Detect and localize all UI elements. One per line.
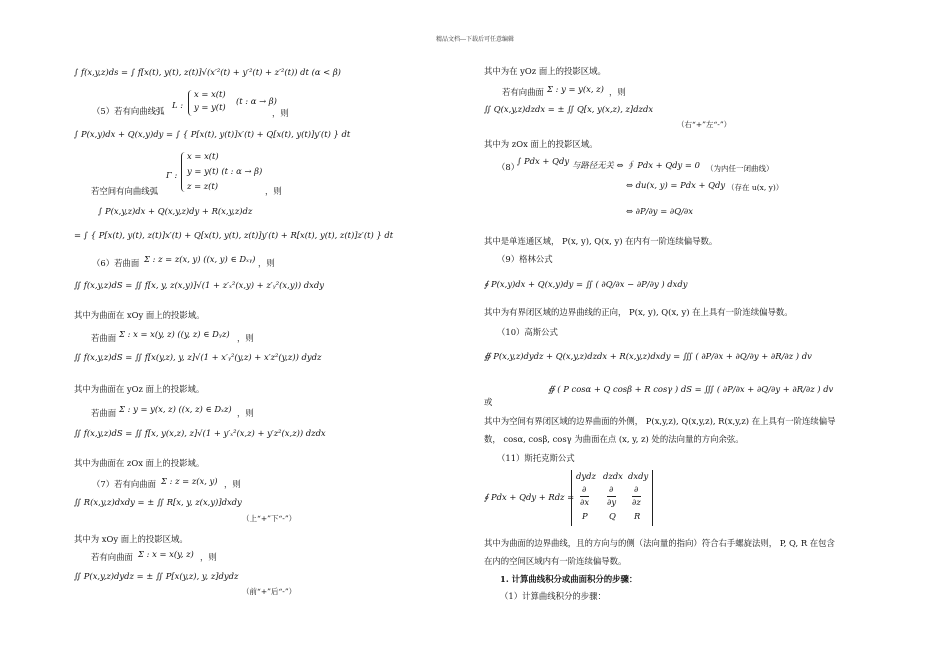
stokes-condition-2: 在内的空间区域内有一阶连续偏导数。	[484, 556, 627, 566]
item-8-label: （8）	[497, 162, 520, 172]
stokes-condition-1: 其中为曲面的边界曲线，且的方向与的侧（法向量的指向）符合右手螺旋法则， P, Q, R 在包含	[484, 538, 835, 548]
det-cell: ∂	[582, 484, 587, 494]
surface-integral-x-formula: ∬ f(x,y,z)dS = ∬ f[x(y,z), y, z]√(1 + x′ᵧ²(y,z) + x′z²(y,z)) dydz	[74, 352, 322, 362]
path-integral-expr: ∫ Pdx + Qdy	[517, 156, 570, 166]
curve-gamma-x: x = x(t)	[187, 151, 219, 161]
proj-zox-text: 其中为曲面在 zOx 面上的投影域。	[74, 458, 205, 468]
det-cell: dydz	[576, 471, 596, 481]
flux-dzdx-formula: ∬ Q(x,y,z)dzdx = ± ∬ Q[x, y(x,z), z]dzdx	[484, 104, 654, 114]
surface-integral-z-formula: ∬ f(x,y,z)dS = ∬ f[x, y, z(x,y)]√(1 + z′ₓ²(x,y) + z′ᵧ²(x,y)) dxdy	[74, 280, 324, 290]
space-curve-integral-lhs: ∫ P(x,y,z)dx + Q(x,y,z)dy + R(x,y,z)dz	[98, 206, 253, 216]
path-independent-note2: （存在 u(x, y)）	[727, 183, 784, 192]
item-7-label: （7）若有向曲面	[92, 479, 156, 489]
curve-L-symbol: L :	[172, 100, 184, 110]
surface-integral-y-formula: ∬ f(x,y,z)dS = ∬ f[x, y(x,z), z]√(1 + y′ₓ²(x,z) + y′z²(x,z)) dzdx	[74, 428, 326, 438]
green-formula: ∮ P(x,y)dx + Q(x,y)dy = ∬ ( ∂Q/∂x − ∂P/∂y ) dxdy	[484, 279, 688, 289]
item-11-label: （11）斯托克斯公式	[497, 453, 575, 463]
curve-L-x: x = x(t)	[194, 89, 226, 99]
flux-dxdy-formula: ∬ R(x,y,z)dxdy = ± ∬ R[x, y, z(x,y)]dxdy	[74, 497, 242, 507]
r-proj-zox-text: 其中为 zOx 面上的投影区域。	[484, 139, 598, 149]
oriented-surface-x-then: ，则	[200, 552, 217, 562]
det-cell: ∂	[609, 484, 614, 494]
simply-connected-text: 其中是单连通区域， P(x, y), Q(x, y) 在内有一阶连续偏导数。	[484, 236, 718, 246]
item-6-label: （6）若曲面	[92, 258, 140, 268]
det-cell: R	[634, 511, 641, 521]
det-cell: ∂z	[632, 497, 641, 507]
space-curve-then: ，则	[265, 186, 282, 196]
r-proj-yoz-text: 其中为在 yOz 面上的投影区域。	[484, 66, 606, 76]
flux-dydz-note: （前“+”后“-”）	[242, 587, 297, 596]
det-cell: dzdx	[603, 471, 623, 481]
curve-gamma-brace	[181, 152, 186, 192]
det-cell: Q	[609, 511, 616, 521]
item-5-label: （5）若有向曲线弧	[92, 106, 165, 116]
flux-dzdx-note: （右“+”左“-”）	[677, 120, 732, 129]
curve-L-brace	[188, 90, 193, 116]
proj-yoz-text: 其中为曲面在 yOz 面上的投影域。	[74, 384, 205, 394]
gauss-condition-2: 数， cosα, cosβ, cosγ 为曲面在点 (x, y, z) 处的法向量的方向余弦。	[484, 434, 744, 444]
gauss-formula-1: ∯ P(x,y,z)dydz + Q(x,y,z)dzdx + R(x,y,z)dxdy = ∭ ( ∂P/∂x + ∂Q/∂y + ∂R/∂z ) dv	[484, 351, 812, 361]
path-independent-cond1: 与路径无关 ⇔ ∮ Pdx + Qdy = 0	[572, 160, 700, 170]
curve-gamma-z: z = z(t)	[187, 181, 219, 191]
curve-L-y: y = y(t)	[194, 102, 226, 112]
det-cell: dxdy	[628, 471, 649, 481]
arc-length-formula: ∫ f(x,y,z)ds = ∫ f[x(t), y(t), z(t)]√(x′²(t) + y′²(t) + z′²(t)) dt (α < β)	[74, 67, 341, 77]
path-independent-cond2: ⇔ du(x, y) = Pdx + Qdy	[626, 180, 726, 190]
item-9-label: （9）格林公式	[497, 254, 553, 264]
curve-gamma-y: y = y(t) (t : α → β)	[187, 166, 263, 176]
proj-xoy-text: 其中为曲面在 xOy 面上的投影域。	[74, 310, 205, 320]
green-condition-text: 其中为有界闭区域的边界曲线的正向， P(x, y), Q(x, y) 在上具有一阶连续偏导数。	[484, 307, 793, 317]
section-1-heading: 1. 计算曲线积分或曲面积分的步骤：	[500, 574, 638, 584]
gauss-formula-2: ∯ ( P cosα + Q cosβ + R cosγ ) dS = ∭ ( ∂P/∂x + ∂Q/∂y + ∂R/∂z ) dv	[548, 384, 834, 394]
path-independent-cond3: ⇔ ∂P/∂y = ∂Q/∂x	[626, 206, 693, 216]
surface-x-def: Σ : x = x(y, z) ((y, z) ∈ Dᵧz)	[119, 329, 230, 339]
surface-x-label: 若曲面	[91, 333, 117, 343]
item-6-then: ，则	[258, 258, 275, 268]
page-header: 精品文档---下载后可任意编辑	[435, 36, 515, 43]
det-cell: ∂x	[580, 497, 590, 507]
surface-x-then: ，则	[237, 333, 254, 343]
curve-gamma-symbol: Γ :	[166, 170, 178, 180]
plane-curve-integral-formula: ∫ P(x,y)dx + Q(x,y)dy = ∫ { P[x(t), y(t)]x′(t) + Q[x(t), y(t)]y′(t) } dt	[74, 129, 351, 139]
path-independent-note1: （为内任一闭曲线）	[706, 164, 774, 173]
oriented-surface-x-label: 若有向曲面	[91, 552, 133, 562]
oriented-surface-x-def: Σ : x = x(y, z)	[138, 549, 194, 559]
det-cell: ∂y	[607, 497, 617, 507]
r-surface-y-def: Σ : y = y(x, z)	[547, 84, 604, 94]
proj-xoy2-text: 其中为 xOy 面上的投影区域。	[74, 534, 188, 544]
stokes-lhs: ∮ Pdx + Qdy + Rdz =	[484, 492, 575, 502]
surface-z-def: Σ : z = z(x, y) ((x, y) ∈ Dₓᵧ)	[144, 254, 256, 264]
item-10-label: （10）高斯公式	[497, 327, 558, 337]
oriented-surface-z-def: Σ : z = z(x, y)	[161, 476, 218, 486]
surface-y-label: 若曲面	[91, 408, 117, 418]
space-curve-label: 若空间有向曲线弧	[91, 186, 158, 196]
curve-L-range: (t : α → β)	[236, 96, 277, 106]
or-text: 或	[484, 397, 493, 407]
item-7-then: ，则	[224, 479, 241, 489]
flux-dxdy-note: （上“+”下“-”）	[242, 514, 297, 523]
det-cell: ∂	[634, 484, 639, 494]
section-1-1-heading: （1）计算曲线积分的步骤：	[500, 591, 606, 601]
surface-y-then: ，则	[237, 408, 254, 418]
item-5-then: ，则	[272, 108, 289, 118]
det-cell: P	[582, 511, 588, 521]
r-surface-y-then: ，则	[609, 87, 626, 97]
space-curve-integral-rhs: = ∫ { P[x(t), y(t), z(t)]x′(t) + Q[x(t), y(t), z(t)]y′(t) + R[x(t), y(t), z(t)]z′(t) } dt	[74, 230, 394, 240]
flux-dydz-formula: ∬ P(x,y,z)dydz = ± ∬ P[x(y,z), y, z]dydz	[74, 571, 239, 581]
surface-y-def: Σ : y = y(x, z) ((x, z) ∈ Dₓz)	[119, 404, 232, 414]
gauss-condition-1: 其中为空间有界闭区域的边界曲面的外侧， P(x,y,z), Q(x,y,z), R(x,y,z) 在上具有一阶连续偏导	[484, 416, 836, 426]
r-surface-y-label: 若有向曲面	[502, 87, 544, 97]
stokes-determinant	[571, 470, 653, 526]
